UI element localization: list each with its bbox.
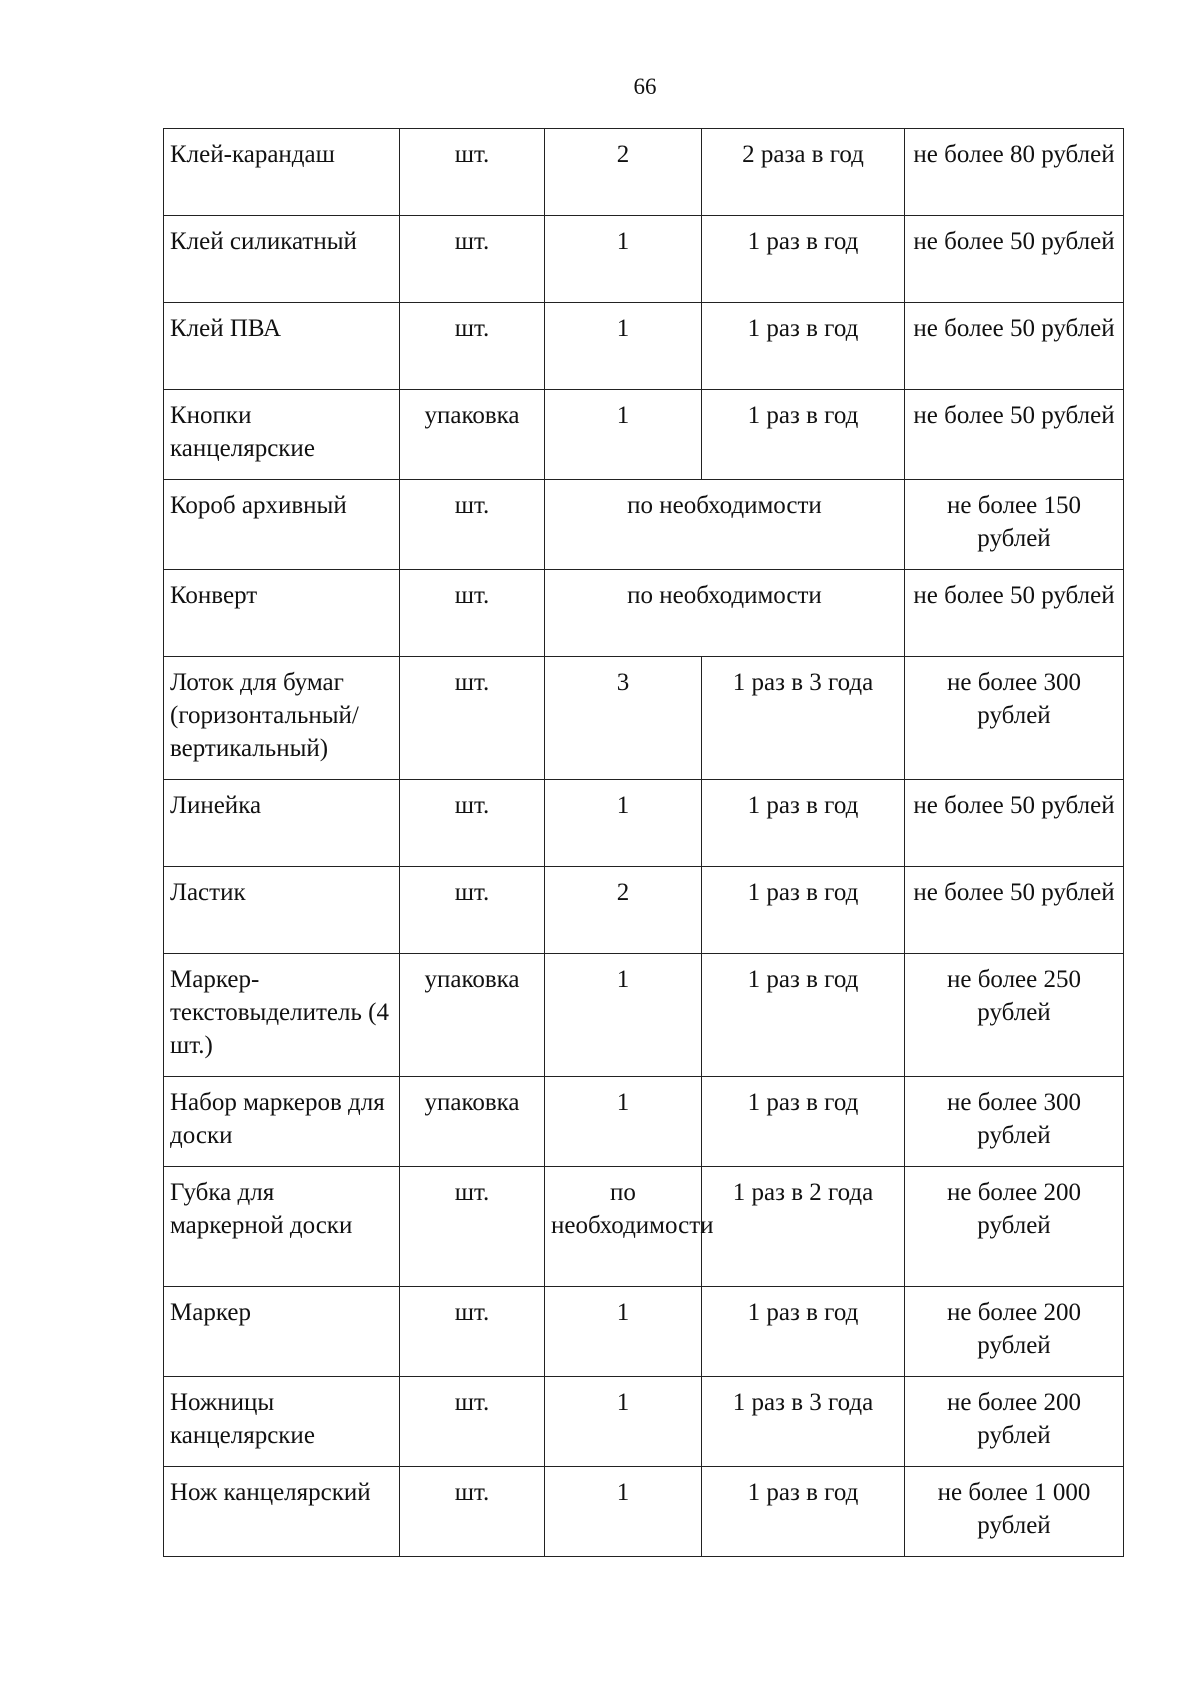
unit-cell: шт. [400, 1287, 545, 1377]
unit-cell: упаковка [400, 390, 545, 480]
price-limit-cell: не более 150 рублей [905, 480, 1124, 570]
price-limit-cell: не более 50 рублей [905, 570, 1124, 657]
quantity-frequency-cell: по необходимости [545, 480, 905, 570]
item-name-cell: Губка для маркерной доски [164, 1167, 400, 1287]
unit-cell: шт. [400, 129, 545, 216]
item-name-cell: Маркер [164, 1287, 400, 1377]
unit-cell: шт. [400, 780, 545, 867]
price-limit-cell: не более 200 рублей [905, 1167, 1124, 1287]
item-name-cell: Кнопки канцелярские [164, 390, 400, 480]
table-row [164, 480, 1124, 570]
unit-cell: шт. [400, 1377, 545, 1467]
frequency-cell: 1 раз в год [702, 1287, 905, 1377]
quantity-cell: 1 [545, 216, 702, 303]
table-row [164, 303, 1124, 390]
frequency-cell: 1 раз в год [702, 867, 905, 954]
price-limit-cell: не более 50 рублей [905, 390, 1124, 480]
quantity-cell: 1 [545, 1467, 702, 1557]
quantity-cell: 2 [545, 867, 702, 954]
frequency-cell: 1 раз в год [702, 780, 905, 867]
price-limit-cell: не более 200 рублей [905, 1287, 1124, 1377]
frequency-cell: 1 раз в год [702, 390, 905, 480]
quantity-cell: 1 [545, 954, 702, 1077]
item-name-cell: Клей ПВА [164, 303, 400, 390]
unit-cell: шт. [400, 216, 545, 303]
unit-cell: шт. [400, 867, 545, 954]
price-limit-cell: не более 80 рублей [905, 129, 1124, 216]
price-limit-cell: не более 300 рублей [905, 1077, 1124, 1167]
item-name-cell: Лоток для бумаг (горизонтальный/ вертикальный) [164, 657, 400, 780]
quantity-cell: 2 [545, 129, 702, 216]
table-row [164, 657, 1124, 780]
quantity-cell: 1 [545, 1077, 702, 1167]
frequency-cell: 1 раз в 3 года [702, 657, 905, 780]
table-row [164, 1467, 1124, 1557]
quantity-cell: 1 [545, 390, 702, 480]
table-row [164, 216, 1124, 303]
item-name-cell: Набор маркеров для доски [164, 1077, 400, 1167]
table-row [164, 129, 1124, 216]
unit-cell: упаковка [400, 954, 545, 1077]
item-name-cell: Ластик [164, 867, 400, 954]
item-name-cell: Конверт [164, 570, 400, 657]
unit-cell: шт. [400, 303, 545, 390]
table-row [164, 867, 1124, 954]
table-row [164, 390, 1124, 480]
frequency-cell: 1 раз в 2 года [702, 1167, 905, 1287]
table-row [164, 570, 1124, 657]
page-number: 66 [633, 74, 657, 99]
unit-cell: шт. [400, 570, 545, 657]
quantity-cell: по необходимости [545, 1167, 702, 1287]
price-limit-cell: не более 300 рублей [905, 657, 1124, 780]
frequency-cell: 1 раз в год [702, 216, 905, 303]
frequency-cell: 2 раза в год [702, 129, 905, 216]
item-name-cell: Нож канцелярский [164, 1467, 400, 1557]
unit-cell: шт. [400, 657, 545, 780]
item-name-cell: Маркер-текстовыделитель (4 шт.) [164, 954, 400, 1077]
quantity-cell: 1 [545, 303, 702, 390]
table-row [164, 1077, 1124, 1167]
table-row [164, 1377, 1124, 1467]
price-limit-cell: не более 50 рублей [905, 867, 1124, 954]
item-name-cell: Ножницы канцелярские [164, 1377, 400, 1467]
price-limit-cell: не более 1 000 рублей [905, 1467, 1124, 1557]
frequency-cell: 1 раз в 3 года [702, 1377, 905, 1467]
price-limit-cell: не более 250 рублей [905, 954, 1124, 1077]
item-name-cell: Клей-карандаш [164, 129, 400, 216]
table-row [164, 780, 1124, 867]
price-limit-cell: не более 200 рублей [905, 1377, 1124, 1467]
item-name-cell: Клей силикатный [164, 216, 400, 303]
frequency-cell: 1 раз в год [702, 1467, 905, 1557]
unit-cell: шт. [400, 480, 545, 570]
table-row [164, 1167, 1124, 1287]
supplies-table [163, 128, 1124, 1557]
table-row [164, 1287, 1124, 1377]
quantity-cell: 1 [545, 780, 702, 867]
quantity-cell: 3 [545, 657, 702, 780]
frequency-cell: 1 раз в год [702, 1077, 905, 1167]
item-name-cell: Короб архивный [164, 480, 400, 570]
price-limit-cell: не более 50 рублей [905, 780, 1124, 867]
unit-cell: упаковка [400, 1077, 545, 1167]
price-limit-cell: не более 50 рублей [905, 303, 1124, 390]
item-name-cell: Линейка [164, 780, 400, 867]
unit-cell: шт. [400, 1167, 545, 1287]
unit-cell: шт. [400, 1467, 545, 1557]
quantity-frequency-cell: по необходимости [545, 570, 905, 657]
price-limit-cell: не более 50 рублей [905, 216, 1124, 303]
frequency-cell: 1 раз в год [702, 954, 905, 1077]
frequency-cell: 1 раз в год [702, 303, 905, 390]
quantity-cell: 1 [545, 1377, 702, 1467]
quantity-cell: 1 [545, 1287, 702, 1377]
table-row [164, 954, 1124, 1077]
